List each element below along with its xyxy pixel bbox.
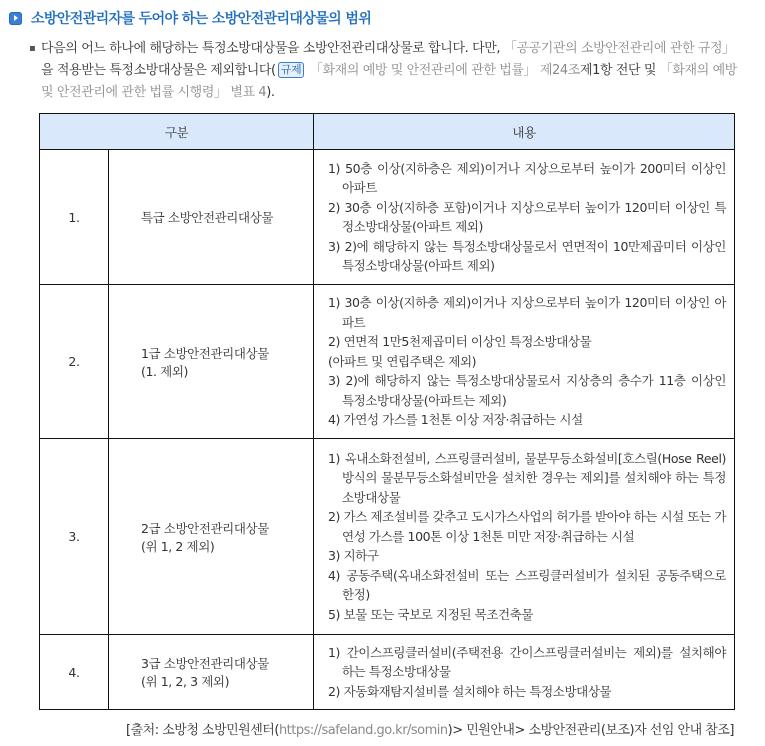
category-name: 3급 소방안전관리대상물	[141, 656, 269, 671]
intro-text-4: ).	[266, 85, 275, 100]
row-category	[109, 285, 314, 439]
law-link-public-agencies[interactable]: 「공공기관의 소방안전관리에 관한 규정」	[503, 41, 735, 56]
source-prefix: [출처: 소방청 소방민원센터(	[126, 723, 279, 738]
content-item: (아파트 및 연립주택은 제외)	[328, 353, 477, 369]
content-item: 2) 연면적 1만5천제곱미터 이상인 특정소방대상물	[328, 334, 592, 350]
category-name: 특급 소방안전관리대상물	[141, 210, 273, 225]
content-item: 3) 2)에 해당하지 않는 특정소방대상물로서 지상층의 층수가 11층 이상인 특정소방대상물(아파트는 제외)	[328, 373, 726, 408]
category-name: 1급 소방안전관리대상물	[141, 345, 269, 361]
header-content: 내용	[314, 114, 735, 150]
content-item: 1) 30층 이상(지하층 제외)이거나 지상으로부터 높이가 120미터 이상인 아파트	[328, 295, 726, 330]
row-content	[314, 439, 735, 635]
content-item: 1) 간이스프링클러설비(주택전용 간이스프링클러설비는 제외)를 설치해야 하는 특정소방대상물	[328, 644, 726, 680]
category-note: (위 1, 2, 3 제외)	[141, 674, 230, 689]
table-row	[40, 635, 735, 710]
row-number: 1.	[40, 150, 109, 285]
source-url-link[interactable]: https://safeland.go.kr/somin	[278, 723, 448, 738]
row-number: 3.	[40, 439, 109, 635]
table-row	[40, 150, 735, 285]
content-item: 1) 옥내소화전설비, 스프링클러설비, 물분무등소화설비[호스릴(Hose Reel) 방식의 물분무등소화설비만을 설치한 경우는 제외]를 설치해야 하는 특정소방대상물	[328, 450, 726, 505]
row-content	[314, 285, 735, 439]
category-note: (1. 제외)	[141, 363, 189, 379]
row-category	[109, 439, 314, 635]
content-item: 4) 공동주택(옥내소화전설비 또는 스프링클러설비가 설치된 공동주택으로 한정)	[328, 567, 726, 603]
row-content	[314, 635, 735, 710]
row-number: 2.	[40, 285, 109, 439]
table-row	[40, 439, 735, 635]
regulation-badge[interactable]: 규제	[278, 62, 304, 78]
content-item: 5) 보물 또는 국보로 지정된 목조건축물	[328, 606, 534, 622]
content-item: 3) 지하구	[328, 548, 379, 564]
content-item: 2) 30층 이상(지하층 포함)이거나 지상으로부터 높이가 120미터 이상인 특정소방대상물(아파트 제외)	[328, 199, 726, 234]
row-category	[109, 635, 314, 710]
row-number: 4.	[40, 635, 109, 710]
table-row	[40, 285, 735, 439]
law-link-enforcement-decree[interactable]: 「화재의 예방 및 안전관리에 관한 법률 시행령」 별표 4	[41, 63, 737, 100]
content-item: 2) 자동화재탐지설비를 설치해야 하는 특정소방대상물	[328, 683, 612, 699]
law-link-fire-prevention-act[interactable]: 「화재의 예방 및 안전관리에 관한 법률」 제24조	[306, 63, 580, 78]
section-title-text: 소방안전관리자를 두어야 하는 소방안전관리대상물의 범위	[31, 11, 372, 27]
row-content	[314, 150, 735, 285]
intro-text-1: 다음의 어느 하나에 해당하는 특정소방대상물을 소방안전관리대상물로 합니다. 다만,	[41, 41, 504, 56]
category-note: (위 1, 2 제외)	[141, 538, 215, 554]
source-suffix: )> 민원안내> 소방안전관리(보조)자 선임 안내 참조]	[447, 723, 734, 738]
row-category	[109, 150, 314, 285]
header-category: 구분	[40, 114, 314, 150]
content-item: 1) 50층 이상(지하층은 제외)이거나 지상으로부터 높이가 200미터 이상인 아파트	[328, 160, 726, 195]
category-name: 2급 소방안전관리대상물	[141, 520, 269, 536]
play-square-icon	[9, 12, 22, 25]
source-citation	[126, 719, 734, 738]
intro-paragraph	[29, 38, 741, 104]
fire-safety-target-table	[39, 113, 735, 710]
section-title	[9, 8, 371, 28]
intro-text-2: 을 적용받는 특정소방대상물은 제외합니다(	[41, 63, 276, 78]
content-item: 4) 가연성 가스를 1천톤 이상 저장·취급하는 시설	[328, 412, 583, 428]
content-item: 2) 가스 제조설비를 갖추고 도시가스사업의 허가를 받아야 하는 시설 또는 가연성 가스를 100톤 이상 1천톤 미만 저장·취급하는 시설	[328, 509, 727, 544]
bullet-icon: ▪	[29, 43, 36, 54]
content-item: 3) 2)에 해당하지 않는 특정소방대상물로서 연면적이 10만제곱미터 이상인 특정소방대상물(아파트 제외)	[328, 238, 726, 273]
intro-text-3: 제1항 전단 및	[579, 63, 660, 78]
table-header-row	[40, 114, 735, 150]
